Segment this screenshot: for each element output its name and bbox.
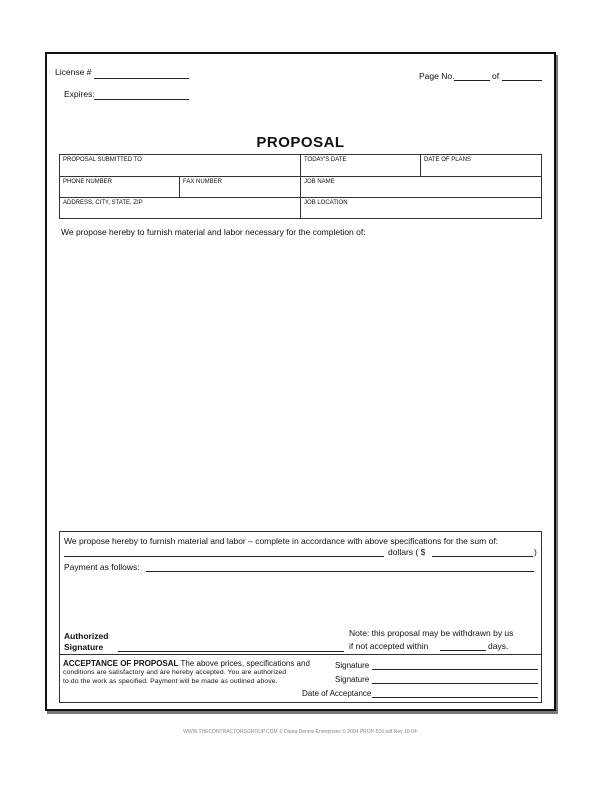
date-of-plans-label: DATE OF PLANS [424,157,471,163]
phone-label: PHONE NUMBER [63,179,113,185]
signature-2-field[interactable] [372,683,538,684]
todays-date-label: TODAY'S DATE [304,157,347,163]
page-title: PROPOSAL [256,134,345,151]
days-label: days. [488,641,509,651]
address-label: ADDRESS, CITY, STATE, ZIP [63,200,143,206]
payment-area[interactable] [64,576,534,626]
authorized-label: Authorized [64,631,109,641]
sum-words-field[interactable] [64,556,384,557]
expires-label: Expires: [64,89,95,99]
signature-1-field[interactable] [372,669,538,670]
dollars-label: dollars ( $ [388,547,426,557]
page-total-field[interactable] [502,80,542,81]
work-description-area[interactable] [61,240,542,525]
date-of-acceptance-field[interactable] [372,697,538,698]
expires-field[interactable] [94,99,189,100]
info-grid [59,154,542,219]
acceptance-section [59,654,542,703]
footer-copyright: WWW.THECONTRACTORSGROUP.COM © Diana Dennis Enterprises © 2004 PROP-516 pdf Rev 10-04 [183,729,417,735]
date-of-plans-cell[interactable] [421,155,541,177]
authorized-signature-label: Signature [64,642,104,652]
payment-field[interactable] [146,571,534,572]
submitted-to-label: PROPOSAL SUBMITTED TO [63,157,142,163]
job-location-cell[interactable] [301,198,541,218]
acceptance-line-3: to do the work as specified. Payment will be made as outlined above. [63,678,278,685]
acceptance-text-1 [63,659,310,668]
acceptance-line-1: The above prices, specifications and [180,659,310,668]
job-name-label: JOB NAME [304,179,335,185]
withdraw-note-2: if not accepted within [349,641,429,651]
fax-cell[interactable] [180,177,301,198]
license-label: License # [55,67,92,77]
phone-cell[interactable] [60,177,180,198]
job-location-label: JOB LOCATION [304,200,348,206]
license-field[interactable] [94,78,189,79]
intro-text: We propose hereby to furnish material and labor necessary for the completion of: [61,227,366,237]
address-cell[interactable] [60,198,301,218]
acceptance-heading: ACCEPTANCE OF PROPOSAL [63,659,179,668]
sum-text: We propose hereby to furnish material and labor – complete in accordance with above specifications for the sum of: [64,536,499,546]
proposal-form [45,52,556,711]
signature-2-label: Signature [335,675,370,684]
todays-date-cell[interactable] [301,155,421,177]
of-label: of [492,71,500,81]
withdraw-note: Note: this proposal may be withdrawn by us [349,628,514,638]
job-name-cell[interactable] [301,177,541,198]
submitted-to-cell[interactable] [60,155,301,177]
payment-label: Payment as follows: [64,562,140,572]
acceptance-line-2: conditions are satisfactory and are hereby accepted. You are authorized [63,669,287,676]
page-no-field[interactable] [454,80,490,81]
sum-amount-field[interactable] [432,556,533,557]
date-of-acceptance-label: Date of Acceptance [302,689,372,698]
page-no-label: Page No. [419,71,455,81]
signature-1-label: Signature [335,661,370,670]
authorized-signature-field[interactable] [118,651,344,652]
fax-label: FAX NUMBER [183,179,223,185]
days-field[interactable] [440,650,486,651]
close-paren: ) [534,547,537,557]
